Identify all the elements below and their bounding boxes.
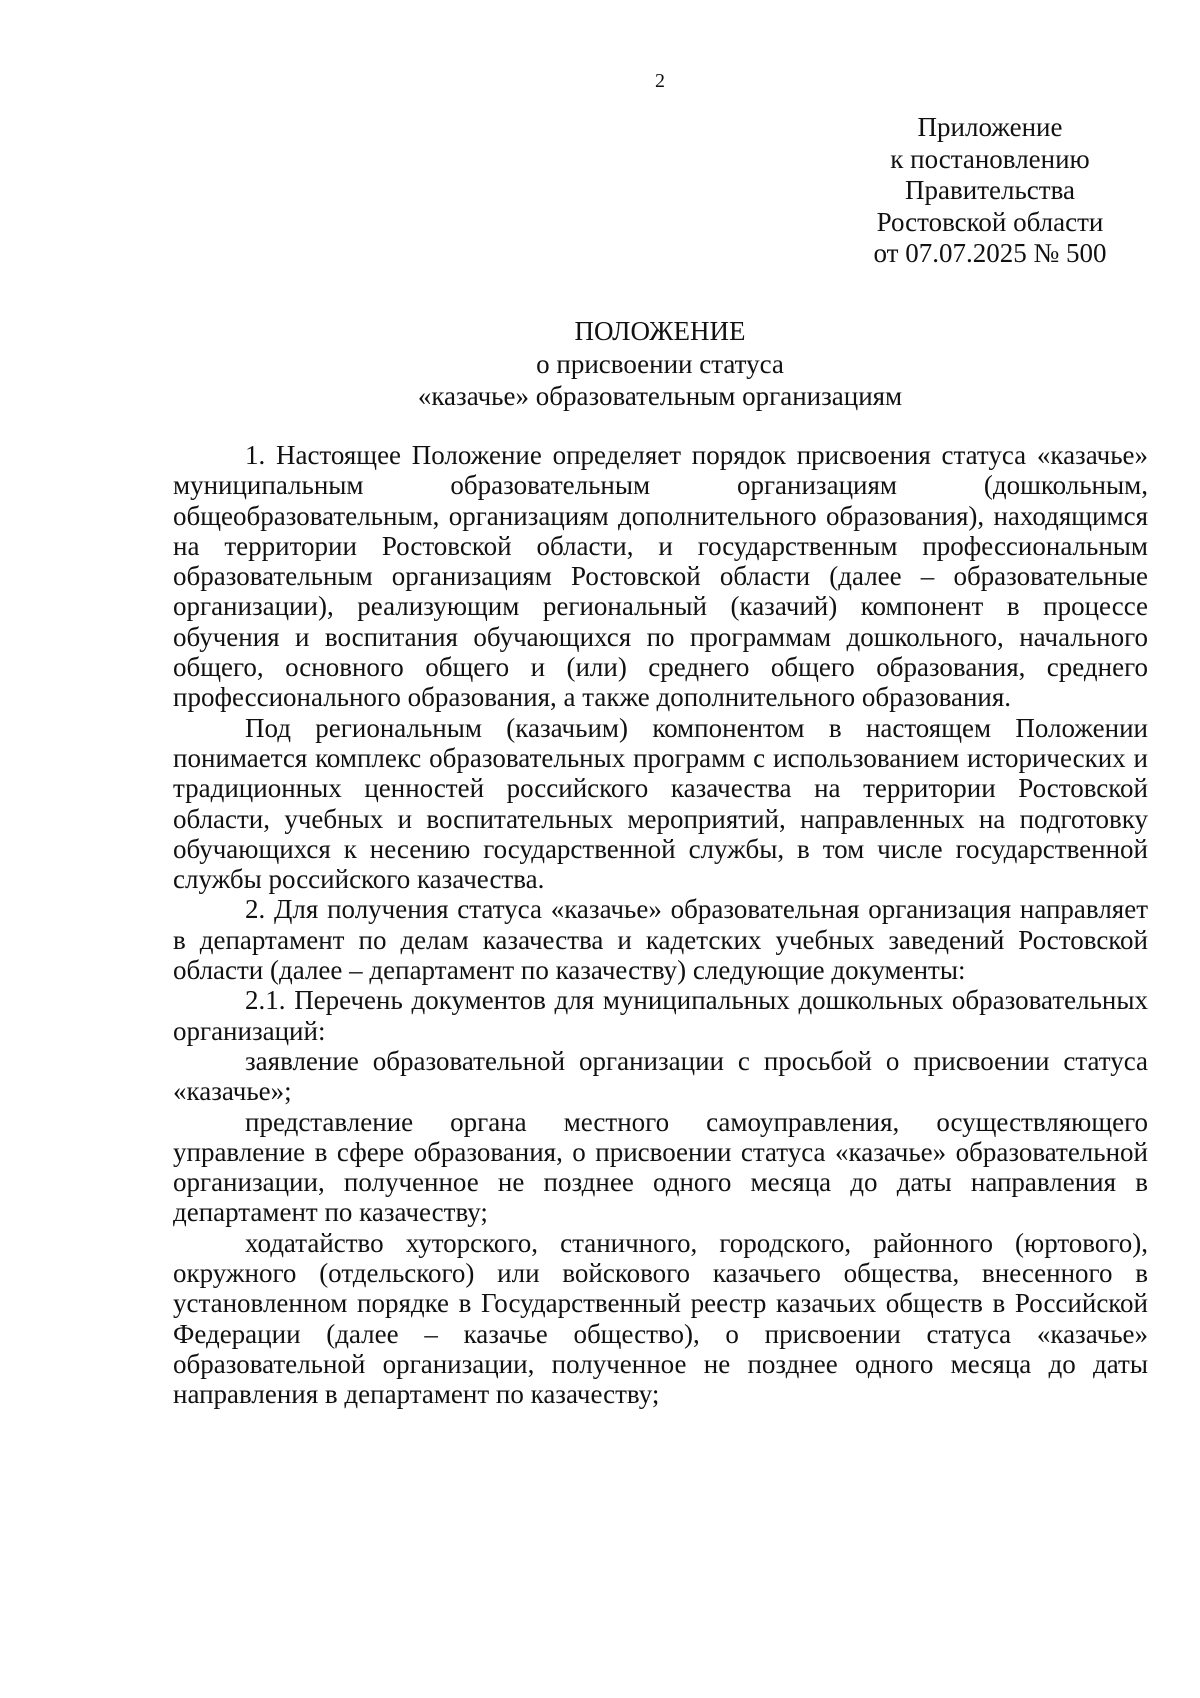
appendix-line: Ростовской области xyxy=(876,206,1104,237)
paragraph: представление органа местного самоуправления, осуществляющего управление в сфере образования, о присвоении статуса «казачье» образовательной организации, полученное не позднее одного месяца до даты направления в департамент по казачеству; xyxy=(173,1106,1148,1228)
title-subtitle: о присвоении статуса xyxy=(536,348,784,379)
paragraph: Под региональным (казачьим) компонентом в настоящем Положении понимается комплекс образовательных программ с использованием исторических и традиционных ценностей российского казачества на территории Ростовской области, учебных и воспитательных мероприятий, направленных на подготовку обучающихся к несению государственной службы, в том числе государственной службы российского казачества. xyxy=(173,712,1148,895)
paragraph: 2. Для получения статуса «казачье» образовательная организация направляет в департамент по делам казачества и кадетских учебных заведений Ростовской области (далее – департамент по казачеству) следующие документы: xyxy=(173,894,1148,986)
paragraph: ходатайство хуторского, станичного, городского, районного (юртового), окружного (отдельского) или войскового казачьего общества, внесенного в установленном порядке в Государственный реестр казачьих обществ в Российской Федерации (далее – казачье общество), о присвоении статуса «казачье» образовательной организации, полученное не позднее одного месяца до даты направления в департамент по казачеству; xyxy=(173,1227,1148,1410)
title-heading: ПОЛОЖЕНИЕ xyxy=(574,316,746,346)
document-body xyxy=(173,440,1148,1410)
appendix-line: Правительства xyxy=(905,175,1075,205)
paragraph: 1. Настоящее Положение определяет порядок присвоения статуса «казачье» муниципальным образовательным организациям (дошкольным, общеобразовательным, организациям дополнительного образования), находящимся на территории Ростовской области, и государственным профессиональным образовательным организациям Ростовской области (далее – образовательные организации), реализующим региональный (казачий) компонент в процессе обучения и воспитания обучающихся по программам дошкольного, начального общего, основного общего и (или) среднего общего образования, среднего профессионального образования, а также дополнительного образования. xyxy=(173,440,1148,713)
appendix-line: Приложение xyxy=(917,112,1063,142)
title-subtitle: «казачье» образовательным организациям xyxy=(417,381,903,411)
paragraph: заявление образовательной организации с просьбой о присвоении статуса «казачье»; xyxy=(173,1045,1148,1107)
document-title xyxy=(0,315,1200,413)
page-number: 2 xyxy=(655,70,665,92)
appendix-line: к постановлению xyxy=(890,143,1090,174)
paragraph: 2.1. Перечень документов для муниципальных дошкольных образовательных организаций: xyxy=(173,985,1148,1046)
appendix-block xyxy=(820,112,1160,270)
appendix-line: от 07.07.2025 № 500 xyxy=(873,238,1107,268)
